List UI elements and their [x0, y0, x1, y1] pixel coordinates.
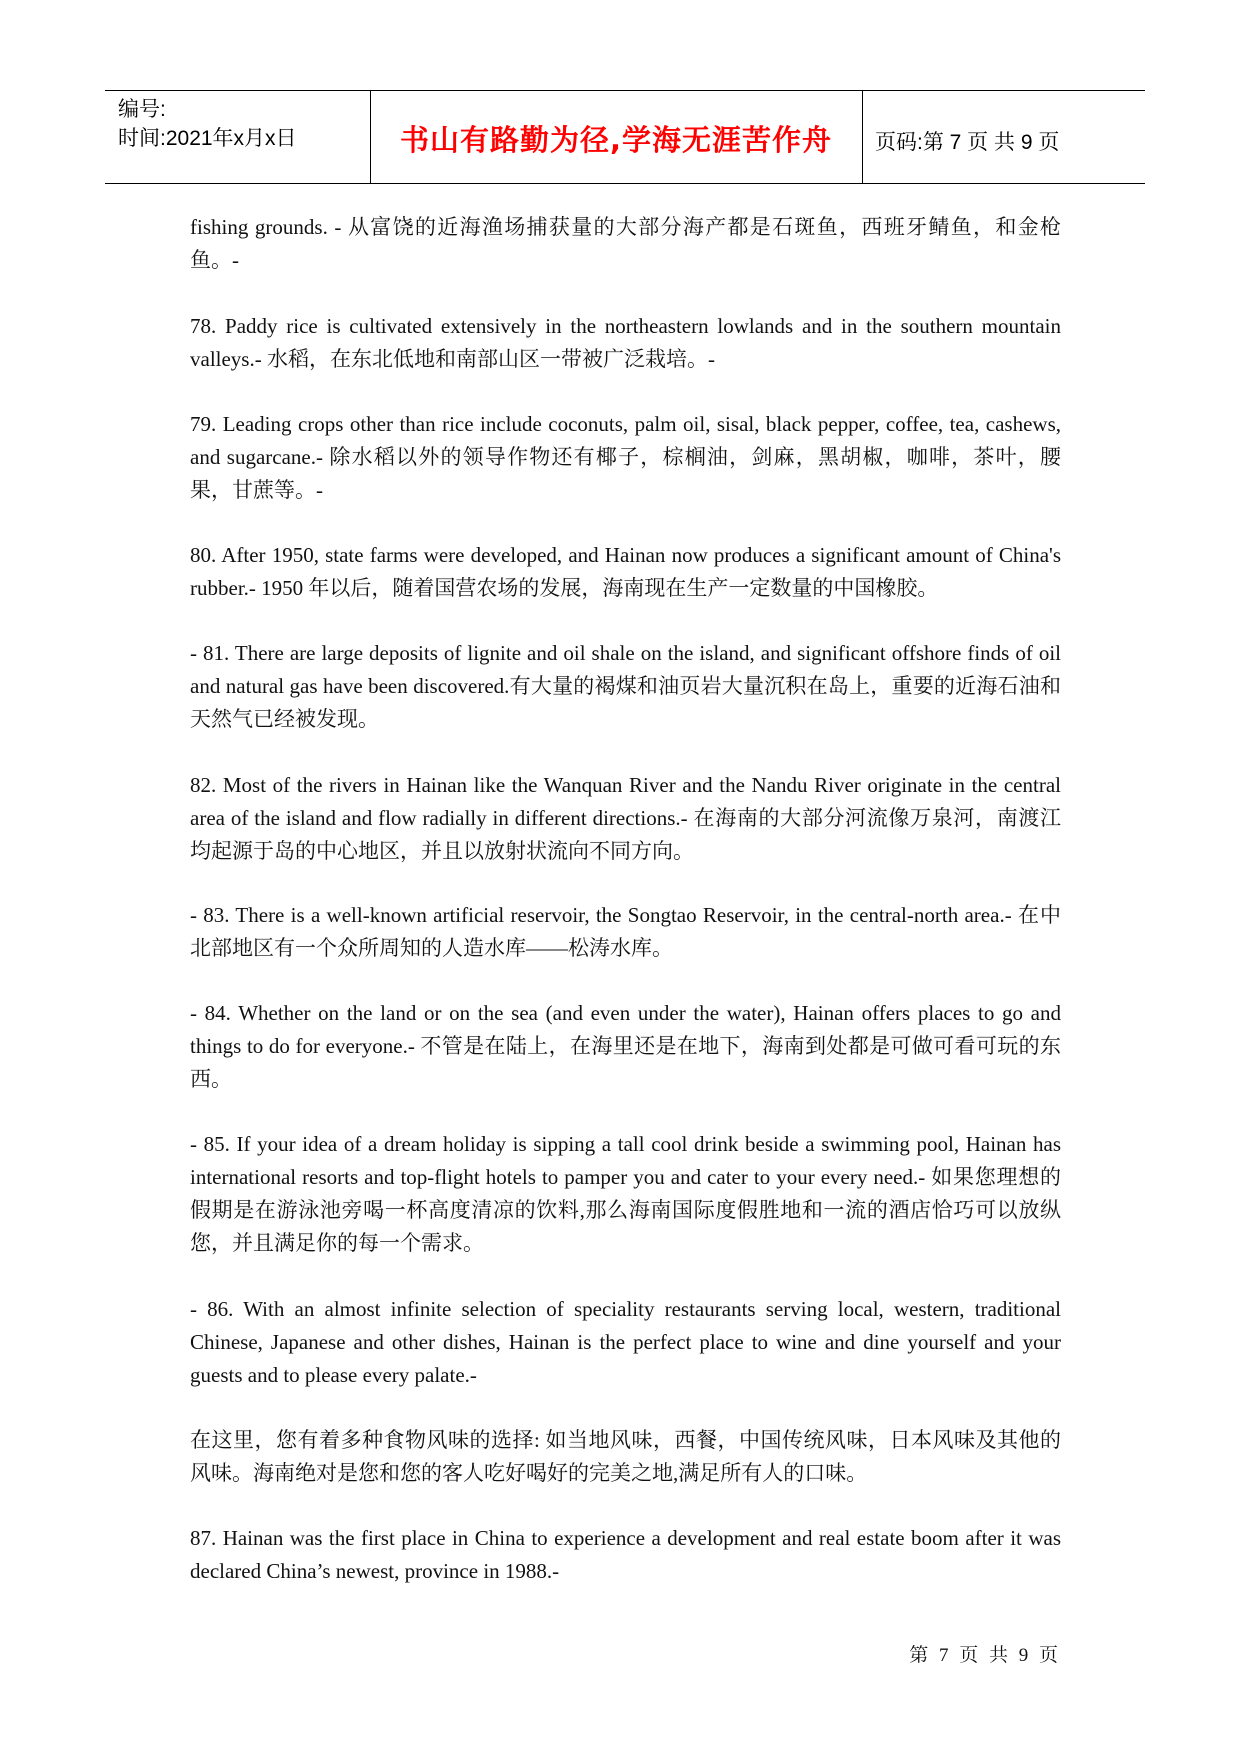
paragraph: - 81. There are large deposits of lignite and oil shale on the island, and significant offshore finds of oil and natural gas have been discovered.有大量的褐煤和油页岩大量沉积在岛上，重要的近海石油和天然气已经被发现。 [190, 641, 1061, 731]
paragraph: - 84. Whether on the land or on the sea (and even under the water), Hainan offers places to go and things to do for everyone.- 不管是在陆上，在海里还是在地下，海南到处都是可做可看可玩的东西。 [190, 1001, 1061, 1091]
header-bottom-rule [105, 183, 1145, 184]
paragraph: - 86. With an almost infinite selection of speciality restaurants serving local, western, traditional Chinese, Japanese and other dishes, Hainan is the perfect place to wine and dine yourself and your guests and to please every palate.- [190, 1297, 1061, 1387]
paragraph: 80. After 1950, state farms were developed, and Hainan now produces a significant amount of China's rubber.- 1950 年以后，随着国营农场的发展，海南现在生产一定数量的中国橡胶。 [190, 543, 1061, 600]
paragraph: fishing grounds. - 从富饶的近海渔场捕获量的大部分海产都是石斑鱼，西班牙鲭鱼，和金枪鱼。- [190, 215, 1061, 272]
header-motto: 书山有路勤为径,学海无涯苦作舟 [399, 123, 833, 157]
paragraph: 87. Hainan was the first place in China to experience a development and real estate boom after it was declared China’s newest, province in 1988.- [190, 1526, 1061, 1583]
paragraph: - 83. There is a well-known artificial reservoir, the Songtao Reservoir, in the central-north area.- 在中北部地区有一个众所周知的人造水库——松涛水库。 [190, 903, 1061, 960]
page-label: 页码:第 7 页 共 9 页 [875, 131, 1060, 154]
serial-label: 编号: [118, 98, 166, 121]
paragraph: 78. Paddy rice is cultivated extensively in the northeastern lowlands and in the southern mountain valleys.- 水稻，在东北低地和南部山区一带被广泛栽培。- [190, 314, 1061, 371]
page-number-footer: 第 7 页 共 9 页 [909, 1645, 1061, 1666]
date-label: 时间:2021年x月x日 [118, 127, 297, 150]
paragraph: 79. Leading crops other than rice include coconuts, palm oil, sisal, black pepper, coffee, tea, cashews, and sugarcane.- 除水稻以外的领导作物还有椰子，棕榈油，剑麻，黑胡椒，咖啡，茶叶，腰果，甘蔗等。- [190, 412, 1061, 502]
paragraph: - 85. If your idea of a dream holiday is sipping a tall cool drink beside a swimming pool, Hainan has international resorts and top-flight hotels to pamper you and cater to your every need.- 如果您理想的假期是在游泳池旁喝一杯高度清凉的饮料,那么海南国际度假胜地和一流的酒店恰巧可以放纵您，并且满足你的每一个需求。 [190, 1132, 1061, 1255]
header-top-rule [105, 90, 1145, 91]
paragraph: 82. Most of the rivers in Hainan like the Wanquan River and the Nandu River originate in the central area of the island and flow radially in different directions.- 在海南的大部分河流像万泉河，南渡江均起源于岛的中心地区，并且以放射状流向不同方向。 [190, 773, 1061, 863]
header-divider-right [862, 90, 863, 183]
paragraph: 在这里，您有着多种食物风味的选择: 如当地风味，西餐，中国传统风味，日本风味及其他的风味。海南绝对是您和您的客人吃好喝好的完美之地,满足所有人的口味。 [190, 1428, 1061, 1485]
